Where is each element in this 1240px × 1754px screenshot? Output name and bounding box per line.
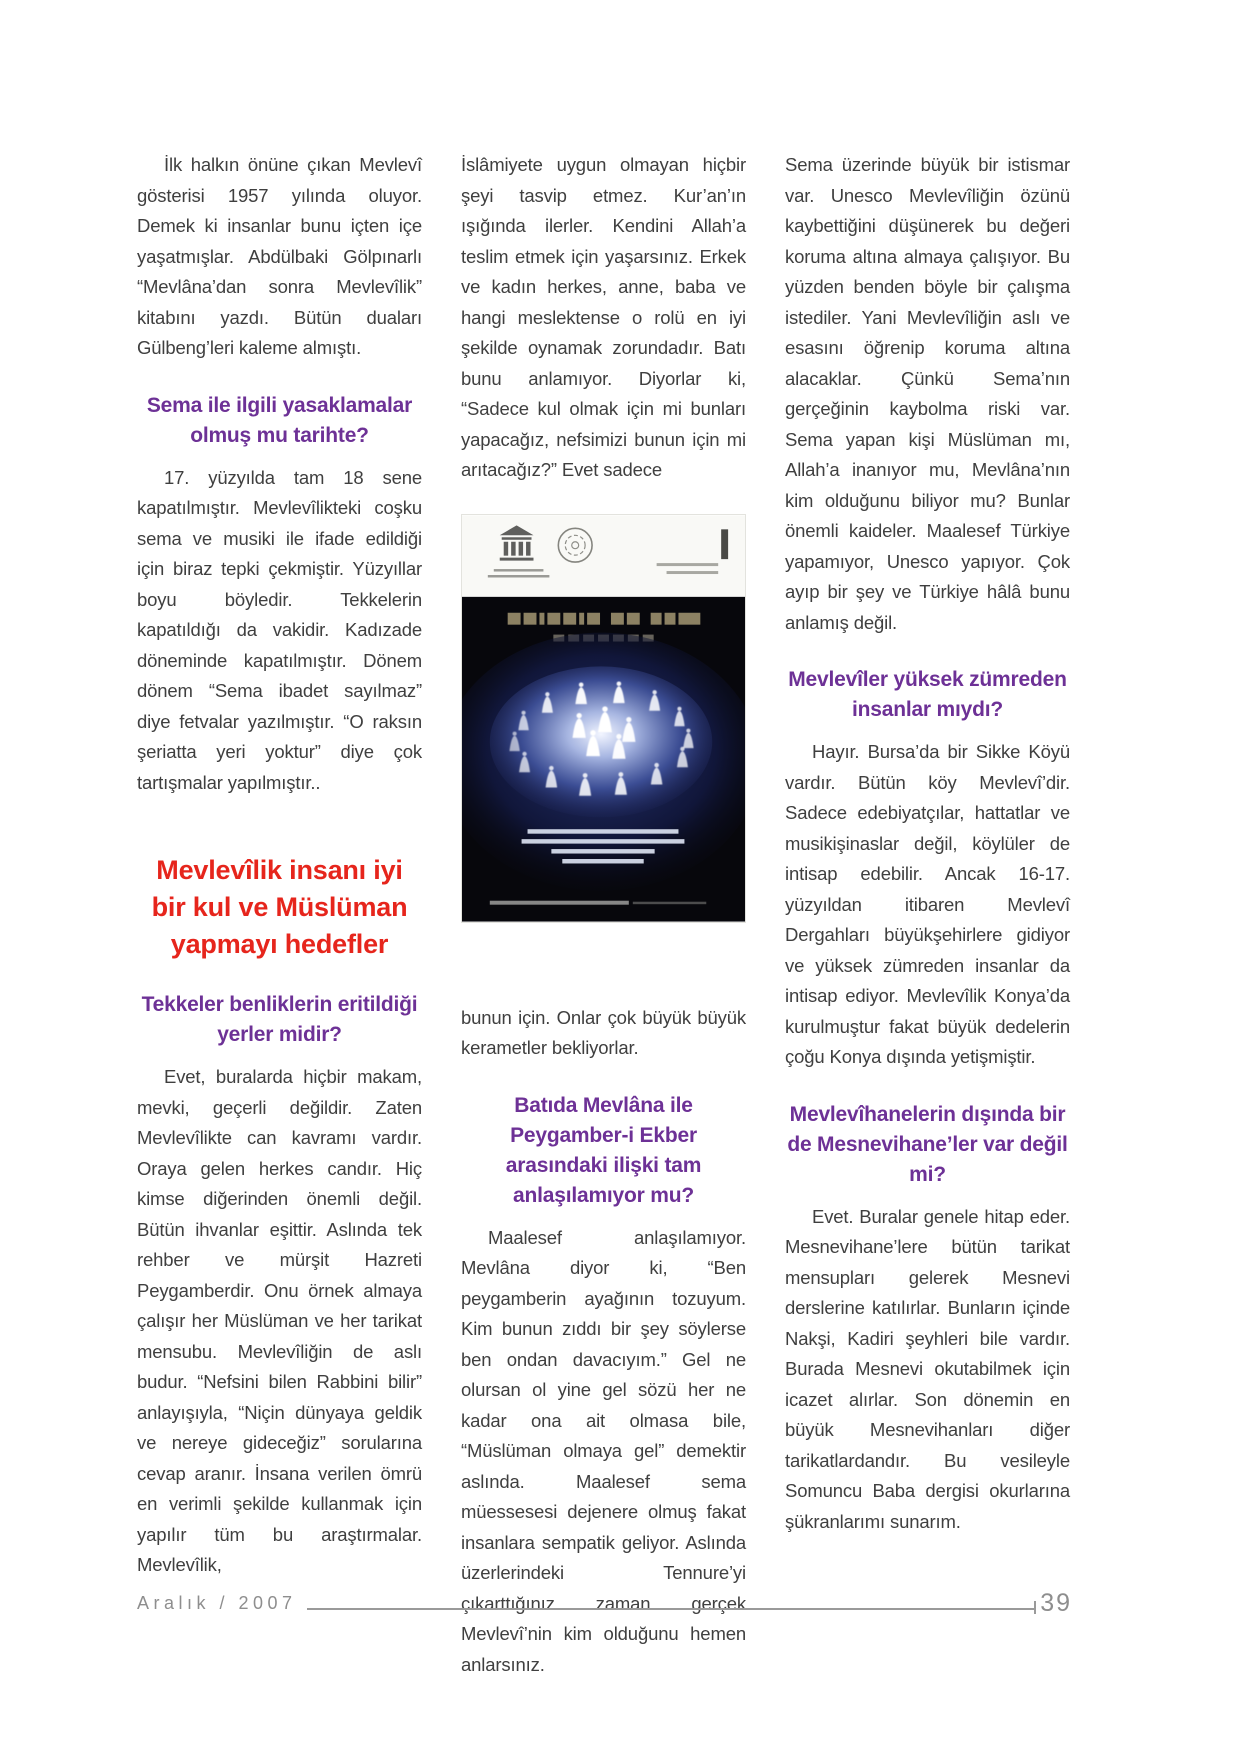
paragraph: Sema üzerinde büyük bir istismar var. Unesco Mevlevîliğin özünü kaybettiğini düşünerek bu değeri koruma altına almaya çalışıyor. Bu yüzden benden böyle bir çalışma istediler. Yani Mevlevîliğin aslı ve esasını öğrenip koruma altına alacaklar. Çünkü Sema’nın gerçeğinin kaybolma riski var. Sema yapan kişi Müslüman mı, Allah’a inanıyor mu, Mevlâna’nın kim olduğunu biliyor mu? Bunlar önemli kaideler. Maalesef Türkiye yapamıyor, Unesco yapıyor. Çok ayıp bir şey ve Türkiye hâlâ bunu anlamış değil. <box>785 154 1070 633</box>
question-heading: Tekkeler benliklerin eritildiği yerler midir? <box>141 993 418 1046</box>
poster-header-band <box>462 515 745 596</box>
paragraph: Hayır. Bursa’da bir Sikke Köyü vardır. Bütün köy Mevlevî’dir. Sadece edebiyatçılar, hattatlar ve musikişinaslar değil, köylüler de intisap edebilir. Ancak 16-17. yüzyıldan itibaren Mevlevî Dergahları büyükşehirlere gidiyor ve yüksek zümreden insanlar da intisap ediyor. Mevlevîlik Konya’da kurulmuştur fakat büyük dedelerin çoğu Konya dışında yetişmiştir. <box>785 741 1070 1067</box>
page-footer <box>137 1589 1072 1617</box>
paragraph: Evet, buralarda hiçbir makam, mevki, geçerli değildir. Zaten Mevlevîlikte can kavramı vardır. Oraya gelen herkes candır. Hiç kimse diğerinden önemli değil. Bütün ihvanlar eşittir. Aslında tek rehber ve mürşit Hazreti Peygamberdir. Onu örnek almaya çalışır her Müslüman ve her tarikat mensubu. Mevlevîliğin de aslı budur. “Nefsini bilen Rabbini bilir” anlayışıyla, “Niçin dünyaya geldik ve nereye gideceğiz” sorularına cevap aranır. İnsana verilen ömrü en verimli şekilde kullanmak için yapılır tüm bu araştırmalar. Mevlevîlik, <box>137 1066 422 1575</box>
question-heading: Sema ile ilgili yasaklamalar olmuş mu tarihte? <box>146 393 413 447</box>
paragraph: Evet. Buralar genele hitap eder. Mesnevihane’lere bütün tarikat mensupları gelerek Mesnevi derslerine katılırlar. Bunların içinde Nakşi, Kadiri şeyhleri bile vardır. Burada Mesnevi okutabilmek için icazet alırlar. Son dönemin en büyük Mesnevihanları diğer tarikatlardandır. Bu vesileyle Somuncu Baba dergisi okurlarına şükranlarımı sunarım. <box>785 1205 1070 1532</box>
paragraph: bunun için. Onlar çok büyük büyük kerametler bekliyorlar. <box>461 1006 746 1058</box>
section-heading: Mevlevîlik insanı iyi bir kul ve Müslüman yapmayı hedefler <box>151 855 408 959</box>
paragraph: 17. yüzyılda tam 18 sene kapatılmıştır. Mevlevîlikteki coşku sema ve musiki ile ifade edildiği için biraz tepki çekmiştir. Yüzyıllar boyu böyledir. Tekkelerin kapatıldığı da vakidir. Kadızade döneminde kapatılmıştır. Dönem dönem “Sema ibadet sayılmaz” diye fetvalar yazılmıştır. “O raksın şeriatta yeri yoktur” diye çok tartışmalar yapılmıştır.. <box>137 466 422 793</box>
column-3 <box>785 150 1070 1680</box>
article-columns <box>137 150 1070 1680</box>
issue-date: Aralık / 2007 <box>137 1593 297 1613</box>
footer-rule <box>307 1608 1035 1610</box>
paragraph: İslâmiyete uygun olmayan hiçbir şeyi tasvip etmez. Kur’an’ın ışığında ilerler. Kendini Allah’a teslim etmek için yaşarsınız. Erkek ve kadın herkes, anne, baba ve hangi meslektense o rolü en iyi şekilde oynamak zorundadır. Batı bunu anlamıyor. Diyorlar ki, “Sadece kul olmak için mi bunları yapacağız, nefsimizi bunun için mi arıtacağız?” Evet sadece <box>461 154 746 480</box>
paragraph: İlk halkın önüne çıkan Mevlevî gösterisi 1957 yılında oluyor. Demek ki insanlar bunu içten içe yaşatmışlar. Abdülbaki Gölpınarlı “Mevlâna’dan sonra Mevlevîlik” kitabını yazdı. Bütün duaları Gülbeng’leri kaleme almıştı. <box>137 154 422 358</box>
vertical-stamp-icon <box>721 529 728 559</box>
sema-poster-image <box>461 514 746 923</box>
footer-tick <box>1034 1601 1036 1614</box>
question-heading: Mevlevîler yüksek zümreden insanlar mıydı? <box>788 668 1067 721</box>
column-2 <box>461 150 746 1680</box>
question-heading: Batıda Mevlâna ile Peygamber-i Ekber arasındaki ilişki tam anlaşılamıyor mu? <box>505 1093 702 1207</box>
page-number: 39 <box>1040 1589 1072 1617</box>
column-1 <box>137 150 422 1680</box>
question-heading: Mevlevîhanelerin dışında bir de Mesnevihane’ler var değil mi? <box>787 1102 1068 1186</box>
paragraph: Maalesef anlaşılamıyor. Mevlâna diyor ki, “Ben peygamberin ayağının tozuyum. Kim bunun zıddı bir şey söylerse ben ondan davacıyım.” Gel ne olursan ol yine gel sözü her ne kadar ona ait olmasa bile, “Müslüman olmaya gel” demektir aslında. Maalesef sema müessesesi dejenere olmuş fakat insanlara sempatik geliyor. Aslında üzerlerindeki Tennure’yi çıkarttığınız zaman gerçek Mevlevî’nin kim olduğunu hemen anlarsınız. <box>461 1226 746 1675</box>
